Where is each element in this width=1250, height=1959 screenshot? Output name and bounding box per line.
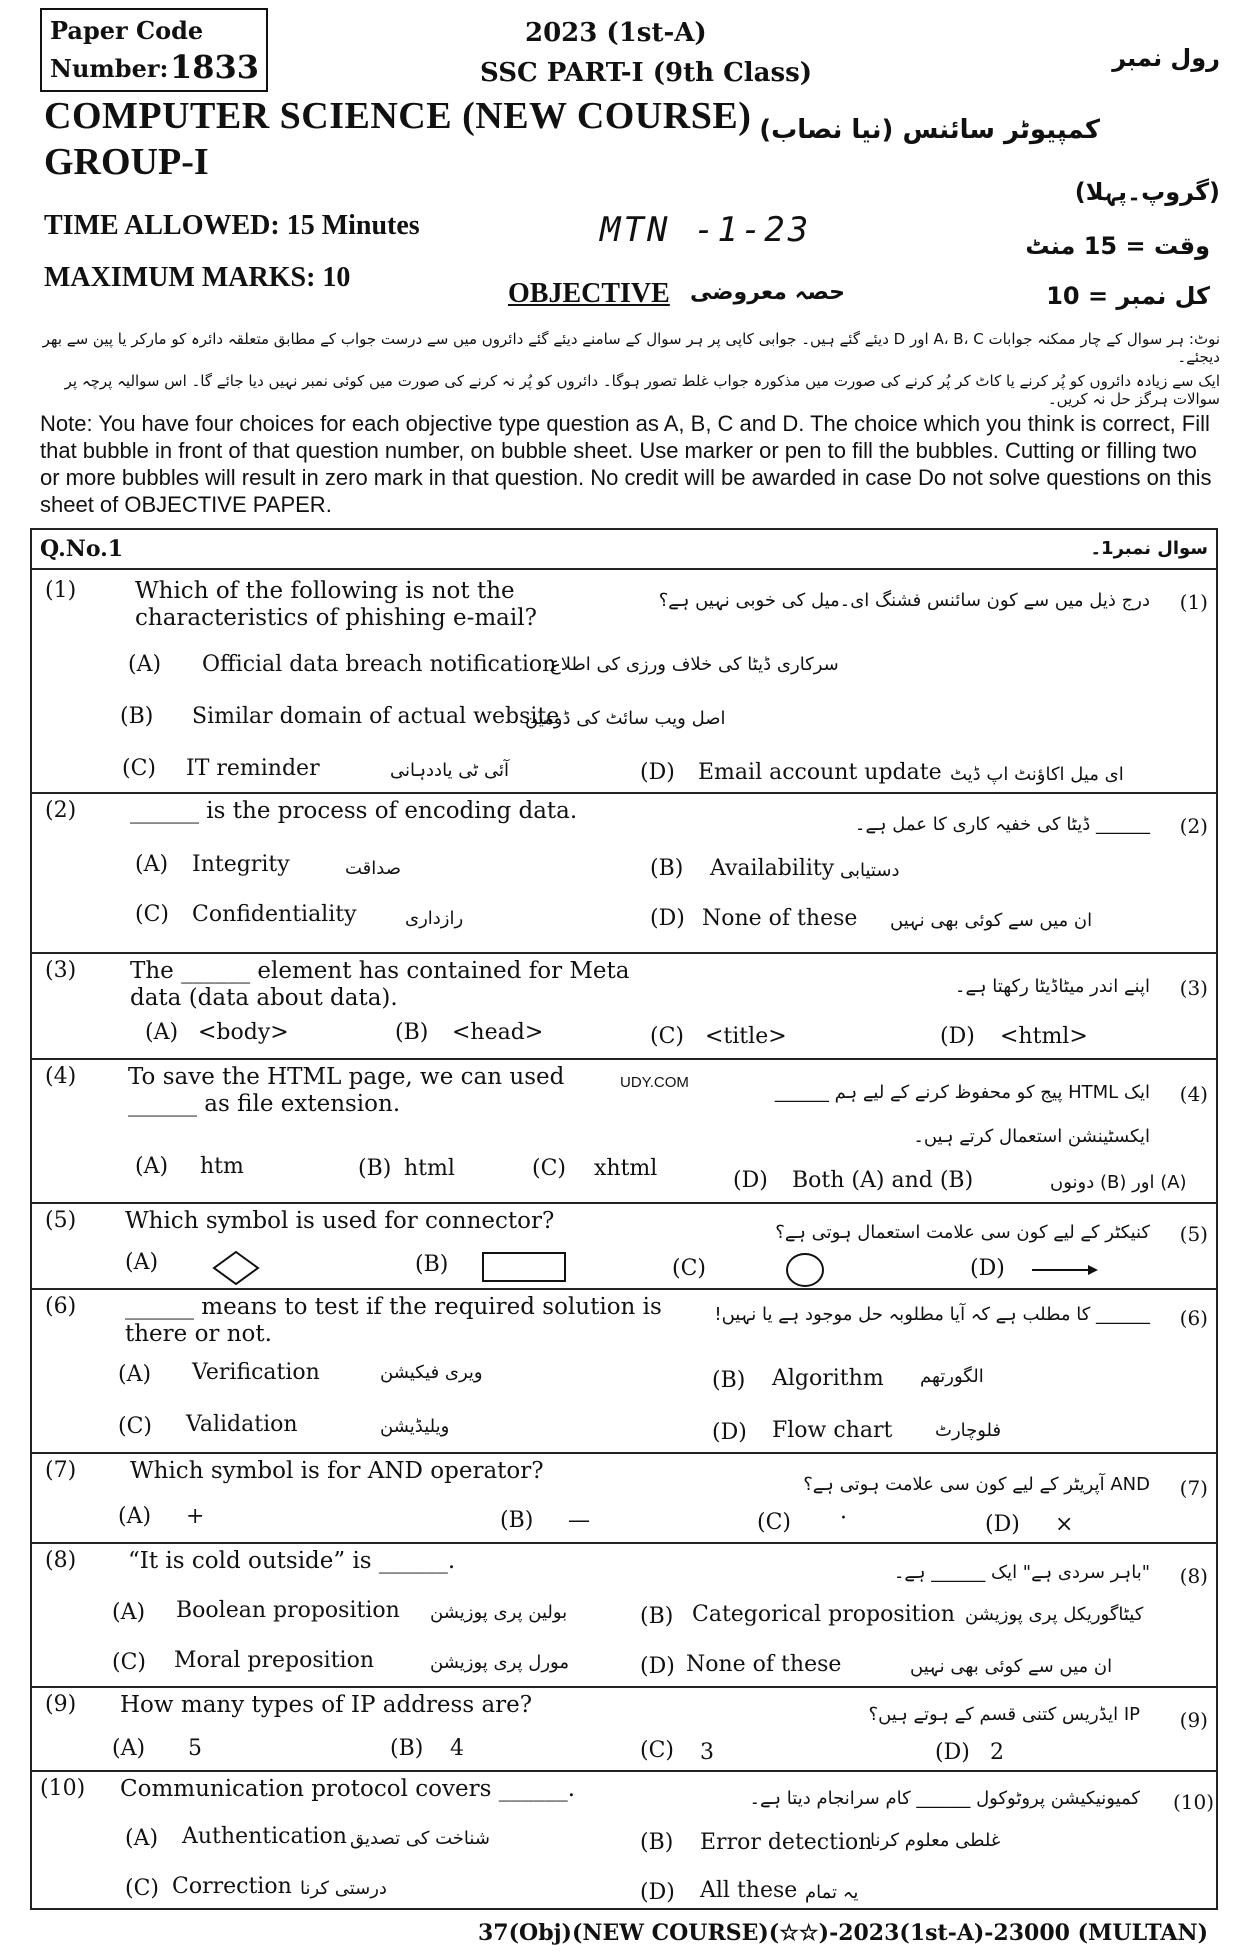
q6-option-d: Flow chart xyxy=(772,1418,893,1443)
q8-option-d-urdu: ان میں سے کوئی بھی نہیں xyxy=(910,1656,1113,1677)
q3-option-a: <body> xyxy=(198,1020,289,1045)
urdu-subject: کمپیوٹر سائنس (نیا نصاب) xyxy=(759,115,1100,145)
q3-urdu: اپنے اندر میٹاڈیٹا رکھتا ہے۔ xyxy=(954,976,1150,997)
q10-option-a-urdu: شناخت کی تصدیق xyxy=(350,1828,490,1849)
time-allowed: TIME ALLOWED: 15 Minutes xyxy=(44,210,420,241)
q1-option-d: Email account update xyxy=(698,760,942,785)
paper-code-number: 1833 xyxy=(170,48,260,86)
q9-option-a-label: (A) xyxy=(112,1736,146,1761)
q8-option-b-label: (B) xyxy=(640,1604,674,1629)
q9-option-c: 3 xyxy=(700,1740,714,1765)
q3-number: (3) xyxy=(45,958,77,983)
q10-option-d-label: (D) xyxy=(640,1880,675,1905)
urdu-group: (گروپ۔پہلا) xyxy=(1074,178,1220,206)
q1-option-d-label: (D) xyxy=(640,760,675,785)
max-marks: MAXIMUM MARKS: 10 xyxy=(44,262,351,293)
q4-option-d: Both (A) and (B) xyxy=(792,1168,974,1193)
q9-number: (9) xyxy=(45,1692,77,1717)
q6-number: (6) xyxy=(45,1294,77,1319)
q4-text: To save the HTML page, we can used ______ as file extension. xyxy=(128,1064,565,1117)
q10-option-d-urdu: یہ تمام xyxy=(805,1882,859,1903)
q2-option-d-urdu: ان میں سے کوئی بھی نہیں xyxy=(890,910,1093,931)
q1-number: (1) xyxy=(45,578,77,603)
q8-urdu-number: (8) xyxy=(1179,1564,1208,1588)
paper-code-box xyxy=(40,8,268,92)
q10-option-d: All these xyxy=(700,1878,798,1903)
q8-option-d: None of these xyxy=(686,1652,842,1677)
q6-option-a: Verification xyxy=(192,1360,320,1385)
rectangle-icon xyxy=(482,1252,566,1282)
q8-option-b: Categorical proposition xyxy=(692,1602,955,1627)
group-title: GROUP-I xyxy=(44,141,209,183)
class-line: SSC PART-I (9th Class) xyxy=(480,58,813,88)
english-note: Note: You have four choices for each objective type question as A, B, C and D. The choice which you think is correct, Fill that bubble in front of that question number, on bubble sheet. Use marker or pen to fill the bubbles. Cutting or filling two or more bubbles will result in zero mark in that question. No credit will be awarded in case Do not solve questions on this sheet of OBJECTIVE PAPER. xyxy=(40,411,1212,517)
q2-urdu: ______ ڈیٹا کی خفیہ کاری کا عمل ہے۔ xyxy=(854,814,1150,835)
q1-option-a: Official data breach notification xyxy=(202,652,557,677)
q6-option-c: Validation xyxy=(186,1412,298,1437)
urdu-time: وقت = 15 منٹ xyxy=(1025,232,1210,260)
q4-option-d-label: (D) xyxy=(733,1168,768,1193)
q10-option-c-urdu: درستی کرنا xyxy=(300,1878,387,1899)
q8-option-d-label: (D) xyxy=(640,1654,675,1679)
diamond-icon xyxy=(212,1250,260,1286)
q7-option-d: × xyxy=(1055,1512,1074,1537)
q10-urdu: کمیونیکیشن پروٹوکول ______ کام سرانجام دیتا ہے۔ xyxy=(749,1788,1140,1809)
q2-option-d: None of these xyxy=(702,906,858,931)
q10-option-b-label: (B) xyxy=(640,1830,674,1855)
q7-option-b-label: (B) xyxy=(500,1508,534,1533)
q9-option-d: 2 xyxy=(990,1740,1004,1765)
q3-option-d-label: (D) xyxy=(940,1024,975,1049)
q5-text: Which symbol is used for connector? xyxy=(125,1208,555,1234)
q5-option-b-label: (B) xyxy=(415,1252,449,1277)
q8-option-c-urdu: مورل پری پوزیشن xyxy=(430,1652,569,1673)
q2-option-c: Confidentiality xyxy=(192,902,357,927)
q7-urdu-number: (7) xyxy=(1179,1476,1208,1500)
q9-option-b-label: (B) xyxy=(390,1736,424,1761)
q10-option-a: Authentication xyxy=(182,1824,347,1849)
urdu-note-2: ایک سے زیادہ دائروں کو پُر کرنے یا کاٹ کر پُر کرنے کی صورت میں مذکورہ جواب غلط تصور ہوگا۔ دائروں کو پُر نہ کرنے کی صورت میں کوئی نمبر نہیں دیا جائے گا۔ اس سوالیہ پرچہ پر سوالات ہرگز حل نہ کریں۔ xyxy=(64,372,1220,408)
q4-option-d-urdu: (A) اور (B) دونوں xyxy=(1050,1172,1187,1193)
q8-option-c-label: (C) xyxy=(112,1650,146,1675)
q2-option-a: Integrity xyxy=(192,852,290,877)
q1-option-c: IT reminder xyxy=(186,756,320,781)
q2-option-c-label: (C) xyxy=(135,902,169,927)
q9-option-a: 5 xyxy=(188,1736,202,1761)
q9-option-c-label: (C) xyxy=(640,1738,674,1763)
q4-option-c: xhtml xyxy=(594,1156,658,1181)
q3-option-d: <html> xyxy=(1000,1024,1088,1049)
handwritten-code: MTN -1-23 xyxy=(600,210,812,250)
q5-option-d-label: (D) xyxy=(970,1256,1005,1281)
q5-urdu-number: (5) xyxy=(1179,1222,1208,1246)
q2-urdu-number: (2) xyxy=(1179,814,1208,838)
q1-option-b-urdu: اصل ویب سائٹ کی ڈومین xyxy=(525,708,726,729)
q8-option-b-urdu: کیٹاگوریکل پری پوزیشن xyxy=(965,1604,1144,1625)
subject-title: COMPUTER SCIENCE (NEW COURSE) xyxy=(44,95,752,137)
urdu-section: حصہ معروضی xyxy=(690,280,845,305)
q7-option-b: — xyxy=(568,1508,590,1533)
q2-option-b-urdu: دستیابی xyxy=(840,860,900,881)
q2-number: (2) xyxy=(45,798,77,823)
q7-text: Which symbol is for AND operator? xyxy=(130,1458,544,1484)
q1-option-b-label: (B) xyxy=(120,704,154,729)
q1-text: Which of the following is not the characteristics of phishing e-mail? xyxy=(135,578,537,631)
arrow-right-icon xyxy=(1030,1262,1100,1278)
q6-option-c-urdu: ویلیڈیشن xyxy=(380,1416,450,1437)
q1-urdu-number: (1) xyxy=(1179,590,1208,614)
q1-option-c-urdu: آئی ٹی یاددہانی xyxy=(390,760,510,781)
q9-urdu: IP ایڈریس کتنی قسم کے ہوتے ہیں؟ xyxy=(868,1704,1140,1725)
q8-option-c: Moral preposition xyxy=(174,1648,374,1673)
q3-option-c: <title> xyxy=(705,1024,787,1049)
q7-option-c-label: (C) xyxy=(757,1510,791,1535)
q4-option-b-label: (B) xyxy=(358,1156,392,1181)
q1-option-c-label: (C) xyxy=(122,756,156,781)
q1-option-d-urdu: ای میل اکاؤنٹ اپ ڈیٹ xyxy=(950,764,1124,785)
q3-option-a-label: (A) xyxy=(145,1020,179,1045)
q10-option-c-label: (C) xyxy=(125,1876,159,1901)
q2-option-b-label: (B) xyxy=(650,856,684,881)
q3-urdu-number: (3) xyxy=(1179,976,1208,1000)
q2-option-d-label: (D) xyxy=(650,906,685,931)
q9-urdu-number: (9) xyxy=(1179,1708,1208,1732)
qno-label: Q.No.1 xyxy=(40,536,124,562)
q5-urdu: کنیکٹر کے لیے کون سی علامت استعمال ہوتی ہے؟ xyxy=(775,1222,1150,1243)
q4-urdu-line-2: ایکسٹینشن استعمال کرتے ہیں۔ xyxy=(913,1126,1150,1147)
q4-number: (4) xyxy=(45,1064,77,1089)
q1-option-a-urdu: سرکاری ڈیٹا کی خلاف ورزی کی اطلاع xyxy=(550,654,839,675)
q4-option-b: html xyxy=(404,1156,455,1181)
q7-urdu: AND آپریٹر کے لیے کون سی علامت ہوتی ہے؟ xyxy=(803,1474,1150,1495)
urdu-roll-number: رول نمبر xyxy=(1112,44,1220,72)
q3-option-c-label: (C) xyxy=(650,1024,684,1049)
q1-urdu: درج ذیل میں سے کون سائنس فشنگ ای۔میل کی خوبی نہیں ہے؟ xyxy=(658,590,1150,611)
q6-text: ______ means to test if the required solution is there or not. xyxy=(125,1294,662,1347)
q2-text: ______ is the process of encoding data. xyxy=(130,798,578,824)
q7-option-a: + xyxy=(186,1504,205,1529)
q3-option-b-label: (B) xyxy=(395,1020,429,1045)
paper-code-label: Paper Code xyxy=(50,16,204,45)
year-line: 2023 (1st-A) xyxy=(525,18,707,48)
q8-option-a-urdu: بولین پری پوزیشن xyxy=(430,1602,568,1623)
q2-option-a-label: (A) xyxy=(135,852,169,877)
q6-option-d-label: (D) xyxy=(712,1420,747,1445)
q9-option-d-label: (D) xyxy=(935,1740,970,1765)
q7-option-a-label: (A) xyxy=(118,1504,152,1529)
q10-text: Communication protocol covers ______. xyxy=(120,1776,576,1802)
circle-icon xyxy=(785,1252,825,1288)
q4-urdu-line-1: ایک HTML پیج کو محفوظ کرنے کے لیے ہم ______ xyxy=(774,1082,1150,1103)
q6-option-b: Algorithm xyxy=(772,1366,884,1391)
footer-code: 37(Obj)(NEW COURSE)(☆☆)-2023(1st-A)-23000 (MULTAN) xyxy=(478,1920,1209,1946)
q4-option-c-label: (C) xyxy=(532,1156,566,1181)
q9-text: How many types of IP address are? xyxy=(120,1692,533,1718)
q4-watermark: UDY.COM xyxy=(620,1074,689,1091)
q2-option-c-urdu: رازداری xyxy=(405,908,464,929)
q8-urdu: "باہر سردی ہے" ایک ______ ہے۔ xyxy=(893,1562,1150,1583)
paper-code-number-label: Number: xyxy=(50,54,169,83)
q7-option-d-label: (D) xyxy=(985,1512,1020,1537)
q8-option-a: Boolean proposition xyxy=(176,1598,400,1623)
q7-option-c: · xyxy=(840,1506,847,1531)
q6-urdu-number: (6) xyxy=(1179,1306,1208,1330)
q3-option-b: <head> xyxy=(452,1020,544,1045)
q2-option-b: Availability xyxy=(710,856,835,881)
urdu-note-1: نوٹ: ہر سوال کے چار ممکنہ جوابات A، B، C اور D دیئے گئے ہیں۔ جوابی کاپی پر ہر سوال کے سامنے دیئے گئے دائروں میں سے درست جواب کے مطابق متعلقہ دائرہ کو مارکر یا پین سے بھر دیجئے۔ xyxy=(42,330,1220,366)
q5-option-c-label: (C) xyxy=(672,1256,706,1281)
q6-option-b-urdu: الگورتھم xyxy=(920,1366,984,1387)
q2-option-a-urdu: صداقت xyxy=(345,858,402,879)
q8-number: (8) xyxy=(45,1548,77,1573)
q8-text: “It is cold outside” is ______. xyxy=(128,1548,456,1574)
q4-option-a-label: (A) xyxy=(135,1154,169,1179)
q6-option-b-label: (B) xyxy=(712,1368,746,1393)
q6-urdu: ______ کا مطلب ہے کہ آیا مطلوبہ حل موجود ہے یا نہیں! xyxy=(714,1304,1150,1325)
q10-number: (10) xyxy=(40,1776,86,1801)
q10-option-c: Correction xyxy=(172,1874,292,1899)
q10-option-b: Error detection xyxy=(700,1830,873,1855)
q6-option-a-urdu: ویری فیکیشن xyxy=(380,1362,483,1383)
qno-urdu: سوال نمبر1۔ xyxy=(1090,538,1208,559)
q8-option-a-label: (A) xyxy=(112,1600,146,1625)
q1-option-a-label: (A) xyxy=(128,652,162,677)
q5-option-a-label: (A) xyxy=(125,1250,159,1275)
q10-option-a-label: (A) xyxy=(125,1826,159,1851)
q4-urdu-number: (4) xyxy=(1179,1082,1208,1106)
section-objective: OBJECTIVE xyxy=(508,278,670,309)
q1-option-b: Similar domain of actual website xyxy=(192,704,560,729)
urdu-marks: کل نمبر = 10 xyxy=(1046,282,1210,310)
q10-urdu-number: (10) xyxy=(1172,1790,1214,1814)
q6-option-c-label: (C) xyxy=(118,1414,152,1439)
q4-option-a: htm xyxy=(200,1154,244,1179)
q5-number: (5) xyxy=(45,1208,77,1233)
q10-option-b-urdu: غلطی معلوم کرنا xyxy=(870,1830,1001,1851)
q6-option-d-urdu: فلوچارٹ xyxy=(935,1420,1002,1441)
q9-option-b: 4 xyxy=(450,1736,464,1761)
q3-text: The ______ element has contained for Meta data (data about data). xyxy=(130,958,630,1011)
q6-option-a-label: (A) xyxy=(118,1362,152,1387)
q7-number: (7) xyxy=(45,1458,77,1483)
